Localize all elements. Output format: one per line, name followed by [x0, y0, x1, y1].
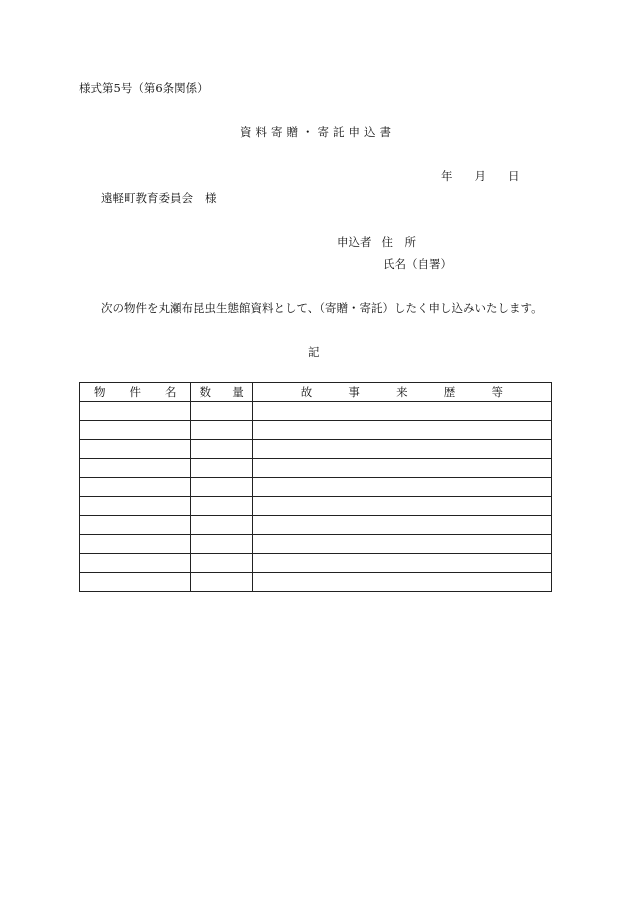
table-row: [80, 535, 552, 554]
date-line: [441, 169, 520, 183]
items-table: [79, 382, 552, 592]
history-cell[interactable]: [252, 440, 551, 459]
table-row: [80, 478, 552, 497]
quantity-cell[interactable]: [191, 535, 252, 554]
addressee: [101, 191, 217, 205]
history-cell[interactable]: [252, 516, 551, 535]
history-cell[interactable]: [252, 497, 551, 516]
header-item-name-char: 名: [164, 385, 177, 399]
header-history: [252, 383, 551, 402]
quantity-cell[interactable]: [191, 554, 252, 573]
item-name-cell[interactable]: [80, 497, 191, 516]
addressee-name: 遠軽町教育委員会: [101, 191, 193, 205]
history-cell[interactable]: [252, 478, 551, 497]
table-row: [80, 516, 552, 535]
item-name-cell[interactable]: [80, 554, 191, 573]
quantity-cell[interactable]: [191, 402, 252, 421]
quantity-cell[interactable]: [191, 459, 252, 478]
item-name-cell[interactable]: [80, 478, 191, 497]
addressee-suffix: 様: [205, 191, 217, 205]
document-title: 資料寄贈・寄託申込書: [240, 125, 395, 139]
header-item-name-char: 件: [129, 385, 141, 399]
item-name-cell[interactable]: [80, 516, 191, 535]
header-quantity-char: 量: [232, 385, 244, 399]
header-history-char: 故: [300, 385, 313, 399]
quantity-cell[interactable]: [191, 573, 252, 592]
table-row: [80, 459, 552, 478]
history-cell[interactable]: [252, 573, 551, 592]
ki-heading: 記: [308, 345, 320, 359]
address-label: 住 所: [381, 235, 416, 249]
table-row: [80, 497, 552, 516]
table-row: [80, 402, 552, 421]
date-month-label: 月: [474, 169, 486, 183]
items-table-body: [80, 402, 552, 592]
form-number: 様式第5号（第6条関係）: [79, 81, 209, 95]
date-day-label: 日: [508, 169, 520, 183]
header-quantity-char: 数: [199, 385, 211, 399]
date-year-label: 年: [441, 169, 453, 183]
item-name-cell[interactable]: [80, 421, 191, 440]
item-name-cell[interactable]: [80, 573, 191, 592]
header-item-name: [80, 383, 191, 402]
quantity-cell[interactable]: [191, 421, 252, 440]
history-cell[interactable]: [252, 402, 551, 421]
table-header-row: [80, 383, 552, 402]
quantity-cell[interactable]: [191, 440, 252, 459]
item-name-cell[interactable]: [80, 402, 191, 421]
table-row: [80, 554, 552, 573]
body-text: 次の物件を丸瀬布昆虫生態館資料として、（寄贈・寄託）したく申し込みいたします。: [101, 301, 543, 315]
table-row: [80, 440, 552, 459]
header-history-char: 歴: [443, 385, 456, 399]
applicant-name-label: 氏名（自署）: [383, 257, 452, 271]
item-name-cell[interactable]: [80, 440, 191, 459]
header-quantity: [191, 383, 252, 402]
quantity-cell[interactable]: [191, 516, 252, 535]
header-history-char: 等: [491, 385, 503, 399]
history-cell[interactable]: [252, 554, 551, 573]
history-cell[interactable]: [252, 421, 551, 440]
header-item-name-char: 物: [94, 385, 106, 399]
item-name-cell[interactable]: [80, 535, 191, 554]
header-history-char: 来: [396, 385, 408, 399]
item-name-cell[interactable]: [80, 459, 191, 478]
quantity-cell[interactable]: [191, 478, 252, 497]
table-row: [80, 421, 552, 440]
history-cell[interactable]: [252, 459, 551, 478]
table-row: [80, 573, 552, 592]
header-history-char: 事: [348, 385, 360, 399]
applicant-address-line: [337, 235, 416, 249]
quantity-cell[interactable]: [191, 497, 252, 516]
applicant-label: 申込者: [337, 235, 372, 249]
history-cell[interactable]: [252, 535, 551, 554]
